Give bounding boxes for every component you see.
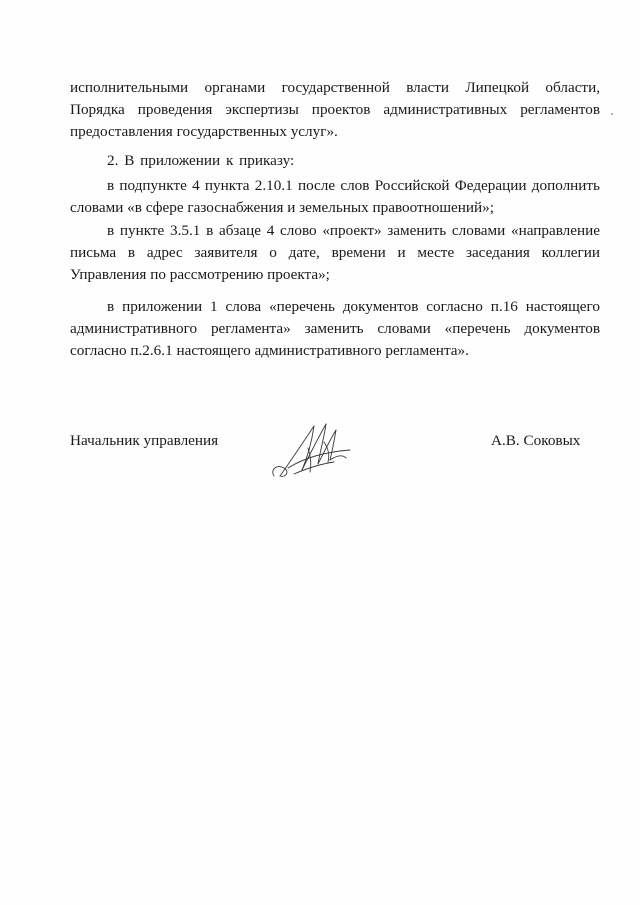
scan-speck xyxy=(611,113,613,115)
paragraph-line: словами «в сфере газоснабжения и земельных правоотношений»; xyxy=(70,199,494,216)
paragraph-line: предоставления государственных услуг». xyxy=(70,123,338,140)
paragraph-line: в приложении 1 слова «перечень документов согласно п.16 настоящего xyxy=(107,298,600,315)
paragraph-line: в подпункте 4 пункта 2.10.1 после слов Российской Федерации дополнить xyxy=(107,177,600,194)
signatory-name: А.В. Соковых xyxy=(491,432,581,449)
paragraph-line: Управления по рассмотрению проекта»; xyxy=(70,266,330,283)
signature-block xyxy=(0,418,640,498)
paragraph-line: административного регламента» заменить словами «перечень документов xyxy=(70,320,600,337)
paragraph-line: письма в адрес заявителя о дате, времени и месте заседания коллегии xyxy=(70,244,600,261)
paragraph-line: исполнительными органами государственной власти Липецкой области, xyxy=(70,79,600,96)
paragraph-line: Порядка проведения экспертизы проектов административных регламентов xyxy=(70,101,600,118)
paragraph-line: в пункте 3.5.1 в абзаце 4 слово «проект» заменить словами «направление xyxy=(107,222,600,239)
paragraph-line: согласно п.2.6.1 настоящего административного регламента». xyxy=(70,342,469,359)
list-item-heading: 2. В приложении к приказу: xyxy=(107,152,295,169)
signatory-title: Начальник управления xyxy=(70,432,219,449)
handwritten-signature xyxy=(264,418,364,484)
